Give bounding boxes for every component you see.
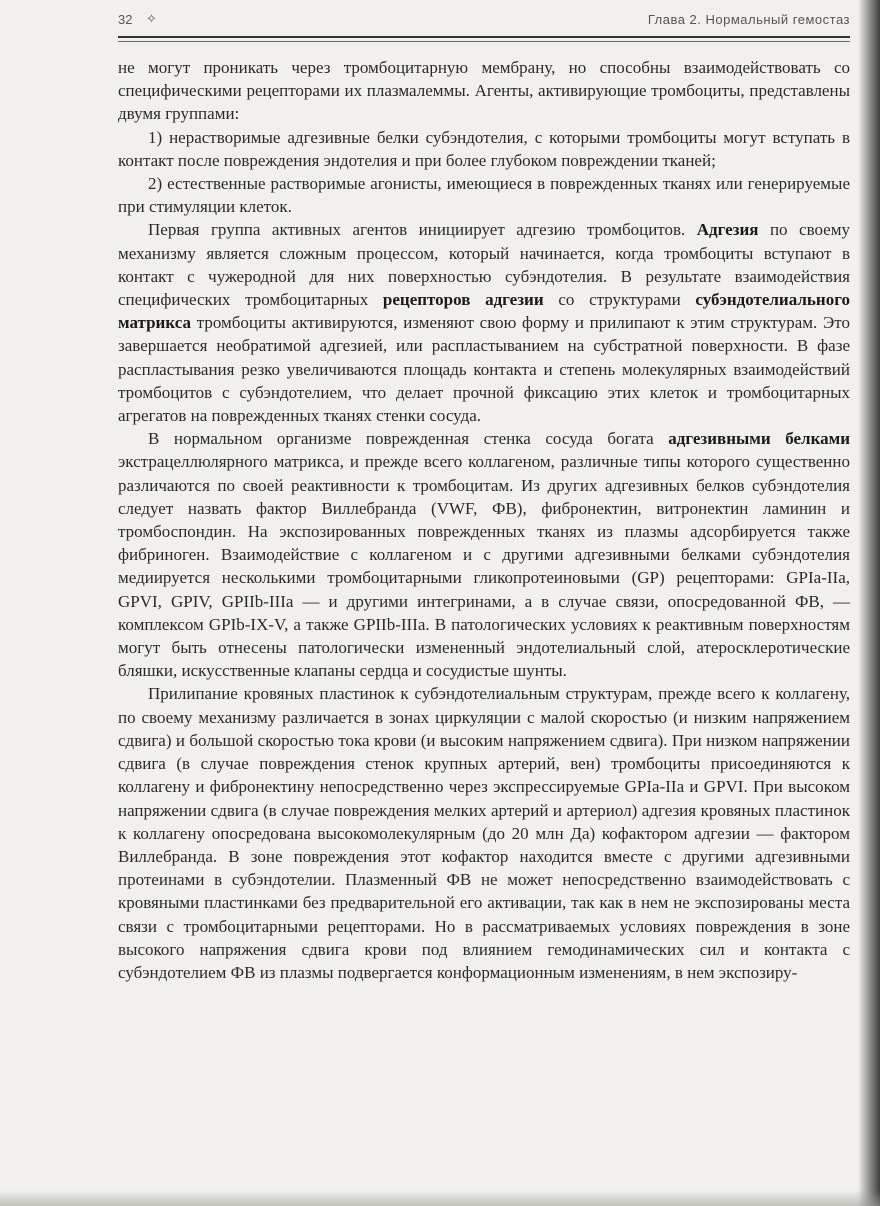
paragraph-text: экстрацеллюлярного матрикса, и прежде всего коллагеном, различные типы которого существенно различаются по своей реактивности к тромбоцитам. Из других адгезивных белков субэндотелия следует назвать фактор Виллебранда (VWF, ФВ), фибронектин, витронектин ламинин и тромбоспондин. На экспозированных поврежденных тканях из плазмы адсорбируется также фибриноген. Взаимодействие с коллагеном и с другими адгезивными белками субэндотелия медиируется несколькими тромбоцитарными гликопротеиновыми (GP) рецепторами: GPIa-IIa, GPVI, GPIV, GPIIb-IIIa — и другими интегринами, а в случае связи, опосредованной ФВ, — комплексом GPIb-IX-V, а также GPIIb-IIIa. В патологических условиях к реактивным поверхностям могут быть отнесены патологически измененный эндотелиальный слой, атеросклеротические бляшки, искусственные клапаны сердца и сосудистые шунты. [118, 452, 850, 681]
bottom-shadow [0, 1190, 880, 1206]
paragraph-text: со структурами [543, 290, 696, 310]
paragraph [118, 56, 850, 126]
page-number: 32 [118, 12, 133, 27]
paragraph [118, 682, 850, 984]
paragraph-text: Первая группа активных агентов инициирует адгезию тромбоцитов. [148, 220, 697, 240]
bold-term: рецепторов адгезии [382, 290, 544, 310]
paragraph [118, 218, 850, 427]
paragraph-text: по своему механизму является сложным процессом, который начинается, когда тромбоциты вступают в контакт с чужеродной для них поверхностью субэндотелия. В результате взаимодействия специфических тромбоцитарных [118, 220, 850, 310]
bold-term: субэндотелиального матрикса [118, 290, 850, 333]
paragraph-text: Прилипание кровяных пластинок к субэндотелиальным структурам, прежде всего к коллагену, по своему механизму различается в зонах циркуляции с малой скоростью (и низким напряжением сдвига) и большой скоростью тока крови (и высоким напряжением сдвига). При низком напряжении сдвига (в случае повреждения стенок крупных артерий, вен) тромбоциты присоединяются к коллагену и фибронектину непосредственно через экспрессируемые GPIa-IIa и GPVI. При высоком напряжении сдвига (в случае повреждения мелких артерий и артериол) адгезия кровяных пластинок к коллагену опосредована высокомолекулярным (до 20 млн Да) кофактором адгезии — фактором Виллебранда. В зоне повреждения этот кофактор находится вместе с другими адгезивными протеинами в субэндотелии. Плазменный ФВ не может непосредственно взаимодействовать с кровяными пластинками без предварительной его активации, так как в нем не экспозированы места связи с тромбоцитарными рецепторами. Но в рассматриваемых условиях повреждения в зоне высокого напряжения сдвига крови под влиянием гемодинамических сил и контакта с субэндотелием ФВ из плазмы подвергается конформационным изменениям, в нем экспозиру- [118, 684, 850, 982]
binding-shadow [858, 0, 880, 1206]
header-rule-thin [118, 41, 850, 42]
body-text [118, 56, 850, 984]
running-head [118, 8, 850, 30]
paragraph-text: не могут проникать через тромбоцитарную мембрану, но способны взаимодействовать со специфическими рецепторами их плазмалеммы. Агенты, активирующие тромбоциты, представлены двумя группами: [118, 58, 850, 124]
header-rule [118, 36, 850, 38]
bold-term: адгезивными белками [668, 429, 850, 449]
paragraph [118, 427, 850, 682]
paragraph-text: тромбоциты активируются, изменяют свою форму и прилипают к этим структурам. Это завершается необратимой адгезией, или распластыванием на субстратной поверхности. В фазе распластывания резко увеличиваются площадь контакта и степень молекулярных взаимодействий тромбоцитов с субэндотелием, что делает прочной фиксацию этих клеток и тромбоцитарных агрегатов на поврежденных тканях стенки сосуда. [118, 313, 850, 426]
paragraph [118, 126, 850, 172]
paragraph-text: 2) естественные растворимые агонисты, имеющиеся в поврежденных тканях или генерируемые при стимуляции клеток. [118, 174, 850, 217]
paragraph-text: В нормальном организме поврежденная стенка сосуда богата [148, 429, 669, 449]
paragraph-text: 1) нерастворимые адгезивные белки субэндотелия, с которыми тромбоциты могут вступать в контакт после повреждения эндотелия и при более глубоком повреждении тканей; [118, 127, 850, 170]
diamond-ornament-icon: ✧ [146, 11, 157, 26]
paragraph [118, 172, 850, 218]
bold-term: Адгезия [696, 220, 759, 240]
chapter-title: Глава 2. Нормальный гемостаз [647, 12, 850, 27]
